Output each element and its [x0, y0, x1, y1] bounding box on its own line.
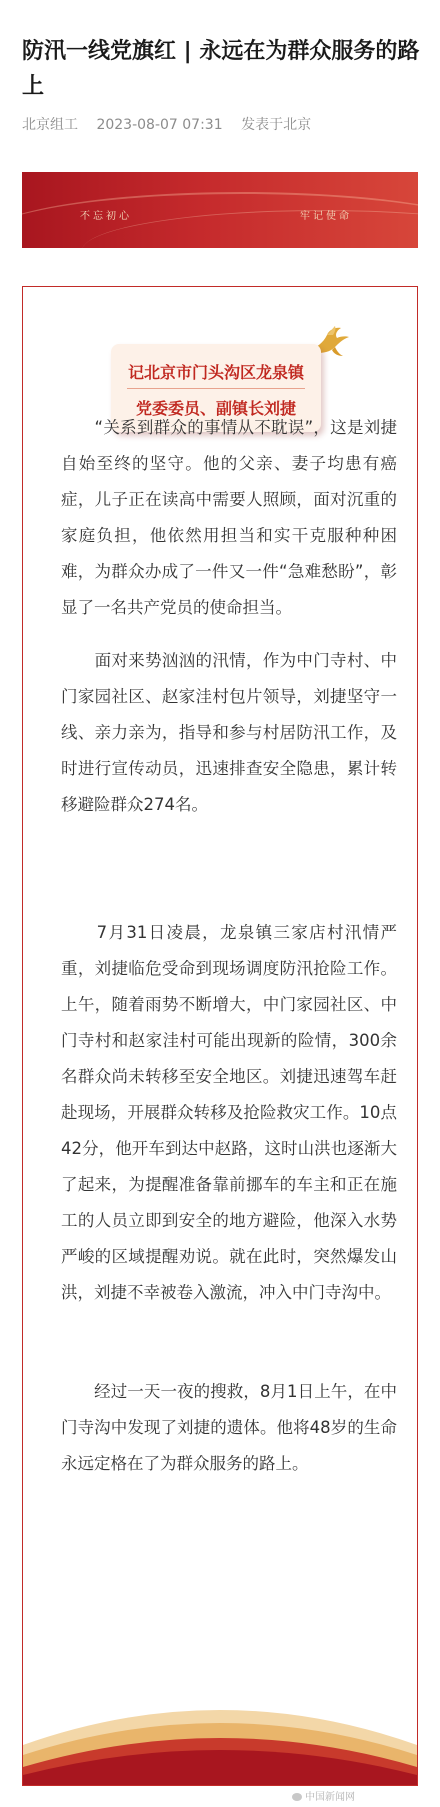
body-paragraph: “关系到群众的事情从不耽误”，这是刘捷自始至终的坚守。他的父亲、妻子均患有癌症，儿子正在读高中需要人照顾，面对沉重的家庭负担，他依然用担当和实干克服种种困难，为群众办成了一件又一件“急难愁盼”，彰显了一名共产党员的使命担当。: [61, 418, 397, 617]
body-paragraph: 面对来势汹汹的汛情，作为中门寺村、中门家园社区、赵家洼村包片领导，刘捷坚守一线、亲力亲为，指导和参与村居防汛工作，及时进行宣传动员，迅速排查安全隐患，累计转移避险群众274名。: [61, 651, 397, 814]
watermark: 中国新闻网: [292, 1788, 355, 1803]
ribbon-divider: [127, 388, 305, 389]
weibo-icon: [292, 1793, 302, 1801]
publish-datetime: 2023-08-07 07:31: [96, 117, 223, 133]
profile-line-1: 记北京市门头沟区龙泉镇: [127, 363, 304, 382]
article-title: 防汛一线党旗红 | 永远在为群众服务的路上: [22, 39, 420, 99]
body-paragraph: 经过一天一夜的搜救，8月1日上午，在中门寺沟中发现了刘捷的遗体。他将48岁的生命永远定格在了为群众服务的路上。: [61, 1382, 397, 1473]
banner-slogan-right: 牢记使命: [300, 211, 352, 222]
source-account-link[interactable]: 北京组工: [22, 117, 78, 133]
body-paragraph: 7月31日凌晨，龙泉镇三家店村汛情严重，刘捷临危受命到现场调度防汛抢险工作。上午，随着雨势不断增大，中门家园社区、中门寺村和赵家洼村可能出现新的险情，300余名群众尚未转移至安全地区。刘捷迅速驾车赶赴现场，开展群众转移及抢险救灾工作。10点42分，他开车到达中赵路，这时山洪也逐渐大了起来，为提醒准备靠前挪车的车主和正在施工的人员立即到安全的地方避险，他深入水势严峻的区域提醒劝说。就在此时，突然爆发山洪，刘捷不幸被卷入激流，冲入中门寺沟中。: [61, 923, 397, 1302]
profile-line-2: 党委委员、副镇长刘捷: [135, 399, 296, 418]
banner-slogan-left: 不忘初心: [80, 211, 132, 222]
header-banner: [22, 172, 418, 248]
article-content-panel: [22, 286, 418, 1786]
footer-decoration: [23, 1675, 417, 1785]
publish-location: 发表于北京: [241, 117, 312, 133]
article-meta: [22, 114, 325, 134]
